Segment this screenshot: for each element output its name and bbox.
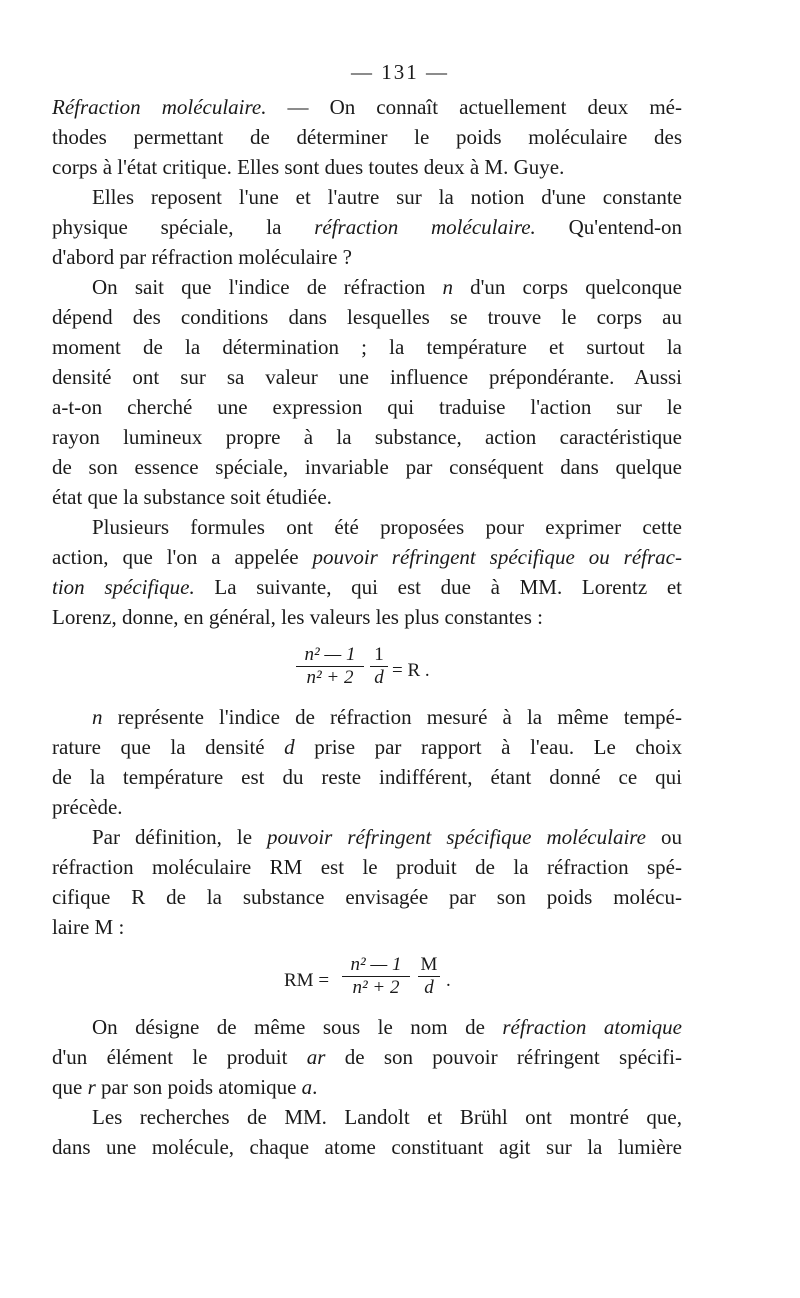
text-line: rayon lumineux propre à la substance, action caractéristique bbox=[52, 425, 682, 449]
paragraph-refraction-atomique bbox=[52, 1012, 682, 1102]
paragraph-landolt-bruhl bbox=[52, 1102, 682, 1162]
text-line: état que la substance soit étudiée. bbox=[52, 485, 332, 509]
term-italic: pouvoir réfringent spécifique ou réfrac- bbox=[312, 545, 682, 569]
text-line: Par définition, le pouvoir réfringent spécifique moléculaire ou bbox=[92, 825, 682, 849]
text-line: rature que la densité d prise par rapport à l'eau. Le choix bbox=[52, 735, 683, 759]
text-line: réfraction moléculaire RM est le produit de la réfraction spé- bbox=[52, 855, 682, 879]
text-line: thodes permettant de déterminer le poids moléculaire des bbox=[52, 125, 682, 149]
body-text bbox=[52, 92, 682, 1162]
text-line: physique spéciale, la réfraction moléculaire. Qu'entend-on bbox=[52, 215, 683, 239]
fraction-m-over-d: $\frac{M}{d}$ bbox=[418, 954, 440, 999]
paragraph-formules bbox=[52, 512, 682, 632]
text-line: moment de la détermination ; la température et surtout la bbox=[52, 335, 682, 359]
term-italic: tion spécifique. bbox=[52, 575, 195, 599]
section-title: Réfraction moléculaire. bbox=[52, 95, 267, 119]
text-line: Les recherches de MM. Landolt et Brühl ont montré que, bbox=[92, 1105, 682, 1129]
paragraph-n-represente bbox=[52, 702, 682, 822]
text-line: densité ont sur sa valeur une influence prépondérante. Aussi bbox=[52, 365, 682, 389]
text-line: a-t-on cherché une expression qui traduise l'action sur le bbox=[52, 395, 682, 419]
text-line: Elles reposent l'une et l'autre sur la notion d'une constante bbox=[92, 185, 682, 209]
text-line: On sait que l'indice de réfraction n d'un corps quelconque bbox=[92, 275, 682, 299]
paragraph-definition bbox=[52, 822, 682, 942]
fraction-1-over-d: $\frac{1}{d}$ bbox=[370, 644, 388, 689]
text-line: de son essence spéciale, invariable par conséquent dans quelque bbox=[52, 455, 682, 479]
text-line: Lorenz, donne, en général, les valeurs les plus constantes : bbox=[52, 605, 544, 629]
text-line: On désigne de même sous le nom de réfraction atomique bbox=[92, 1015, 682, 1039]
text-line: d'abord par réfraction moléculaire ? bbox=[52, 245, 352, 269]
text-line: laire M : bbox=[52, 915, 125, 939]
text-line: cifique R de la substance envisagée par son poids molécu- bbox=[52, 885, 682, 909]
paragraph-indice bbox=[52, 272, 682, 512]
text-line: de la température est du reste indifférent, étant donné ce qui bbox=[52, 765, 682, 789]
formula-lhs: RM = bbox=[284, 970, 330, 991]
text-line: précède. bbox=[52, 795, 123, 819]
text-line: Plusieurs formules ont été proposées pour exprimer cette bbox=[92, 515, 682, 539]
text-line: action, que l'on a appelée pouvoir réfringent spécifique ou réfrac- bbox=[52, 545, 682, 569]
paragraph-refraction-moleculaire bbox=[52, 92, 682, 272]
text-line: dans une molécule, chaque atome constituant agit sur la lumière bbox=[52, 1135, 682, 1159]
formula-end: . bbox=[446, 970, 451, 991]
formula-rm bbox=[52, 948, 682, 1008]
text-line: d'un élément le produit ar de son pouvoir réfringent spécifi- bbox=[52, 1045, 682, 1069]
fraction-n2: $\frac{\text{n² — 1}}{\text{n² + 2}}$ bbox=[296, 644, 364, 689]
term-italic: réfraction atomique bbox=[502, 1015, 682, 1039]
fraction-n2: $\frac{\text{n² — 1}}{\text{n² + 2}}$ bbox=[342, 954, 410, 999]
formula-rhs: = R . bbox=[392, 660, 430, 681]
text-line: que r par son poids atomique a. bbox=[52, 1075, 318, 1099]
text-line: Réfraction moléculaire. — On connaît actuellement deux mé- bbox=[52, 95, 682, 119]
formula-lorentz-lorenz bbox=[52, 638, 682, 698]
text-line: n représente l'indice de réfraction mesuré à la même tempé- bbox=[92, 705, 682, 729]
term-italic: réfraction moléculaire. bbox=[314, 215, 536, 239]
page-number: — 131 — bbox=[351, 60, 449, 84]
text-line: corps à l'état critique. Elles sont dues toutes deux à M. Guye. bbox=[52, 155, 565, 179]
text-line: dépend des conditions dans lesquelles se trouve le corps au bbox=[52, 305, 682, 329]
text-line: tion spécifique. La suivante, qui est due à MM. Lorentz et bbox=[52, 575, 682, 599]
term-italic: pouvoir réfringent spécifique moléculaire bbox=[267, 825, 646, 849]
